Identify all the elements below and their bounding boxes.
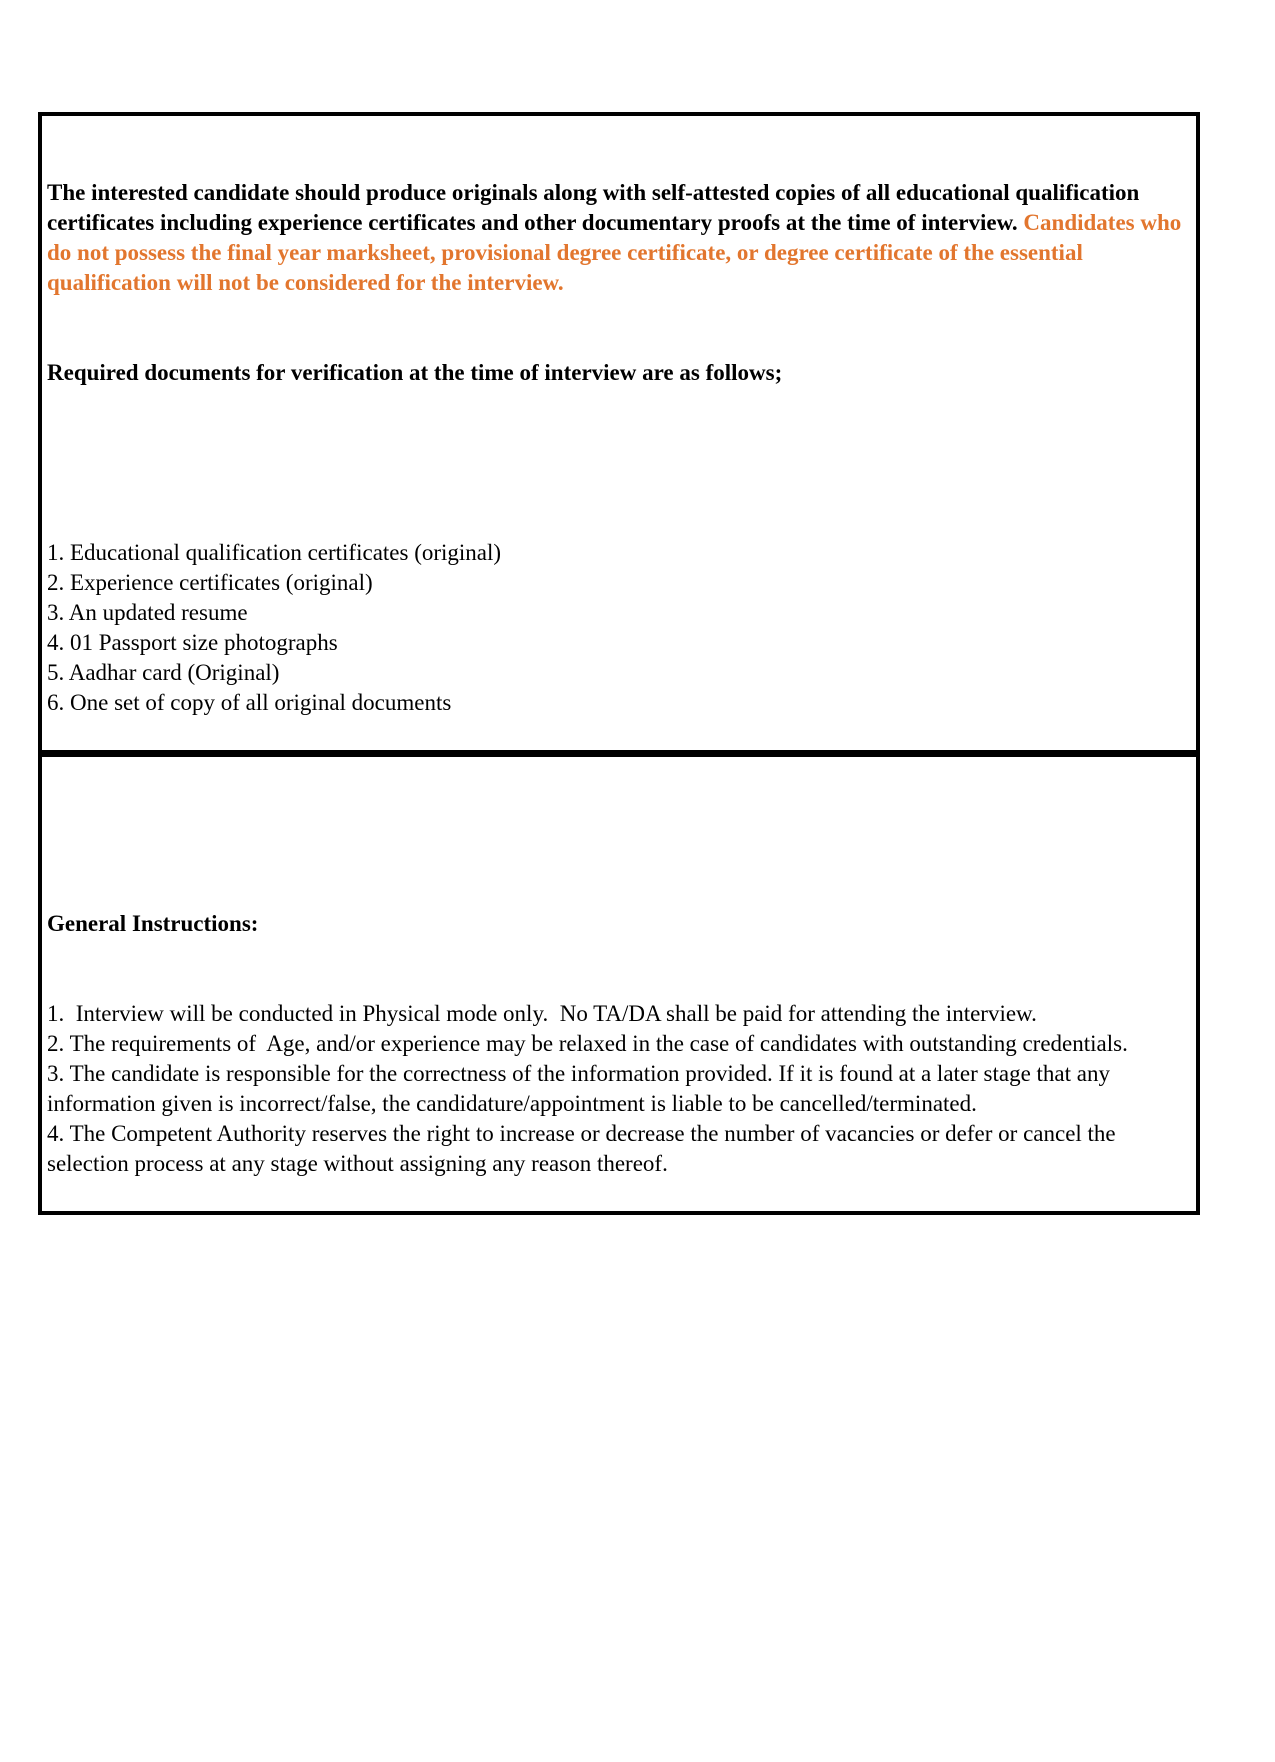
document-list-item: 6. One set of copy of all original documents <box>47 690 452 715</box>
required-documents-box <box>38 112 1200 754</box>
instruction-list-item: 1. Interview will be conducted in Physical mode only. No TA/DA shall be paid for attending the interview. <box>47 1001 1037 1026</box>
document-list-item: 1. Educational qualification certificates (original) <box>47 540 502 565</box>
instruction-list-item: 2. The requirements of Age, and/or experience may be relaxed in the case of candidates with outstanding credentials. <box>47 1031 1128 1056</box>
document-list-item: 2. Experience certificates (original) <box>47 570 373 595</box>
intro-paragraph <box>47 178 1190 298</box>
spacer-line <box>47 819 1190 849</box>
spacer-line <box>47 448 1190 478</box>
instruction-list-item: 4. The Competent Authority reserves the right to increase or decrease the number of vacancies or defer or cancel the selection process at any stage without assigning any reason thereof. <box>47 1121 1122 1176</box>
intro-text-black: The interested candidate should produce originals along with self-attested copies of all educational qualification certificates including experience certificates and other documentary proofs at the time of interview. <box>47 180 1146 235</box>
document-list-item: 4. 01 Passport size photographs <box>47 630 338 655</box>
intro-text-orange-warning: Candidates who do not possess the final year marksheet, provisional degree certificate, or degree certificate of the essential qualification will not be considered for the interview. <box>47 210 1188 295</box>
general-instructions-heading: General Instructions: <box>47 911 259 936</box>
document-page <box>0 112 1275 1762</box>
instruction-list-item: 3. The candidate is responsible for the correctness of the information provided. If it is found at a later stage that any information given is incorrect/false, the candidature/appointment is liable to be cancelled/terminated. <box>47 1061 1116 1116</box>
document-list-item: 5. Aadhar card (Original) <box>47 660 280 685</box>
general-instructions-box <box>38 753 1200 1215</box>
document-list-item: 3. An updated resume <box>47 600 248 625</box>
required-documents-heading: Required documents for verification at the time of interview are as follows; <box>47 360 783 385</box>
